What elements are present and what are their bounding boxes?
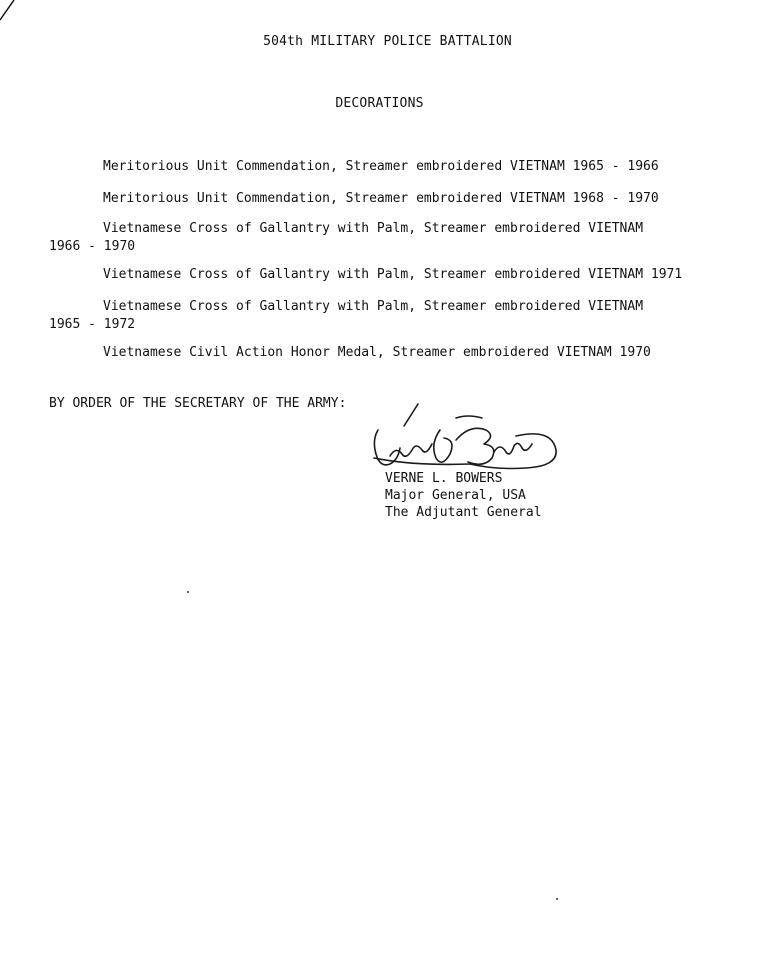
scan-speck <box>556 898 558 900</box>
signer-title: The Adjutant General <box>385 505 542 520</box>
decoration-entry <box>49 158 659 176</box>
signer-rank: Major General, USA <box>385 488 526 503</box>
signer-name: VERNE L. BOWERS <box>385 471 503 486</box>
decoration-entry <box>49 344 651 362</box>
decoration-entry <box>49 220 643 256</box>
decoration-text: Vietnamese Cross of Gallantry with Palm, Streamer embroidered VIETNAM <box>103 299 644 314</box>
signature-block <box>385 470 542 521</box>
unit-title: 504th MILITARY POLICE BATTALION <box>263 34 512 49</box>
decoration-text: Vietnamese Civil Action Honor Medal, Streamer embroidered VIETNAM 1970 <box>103 345 651 360</box>
section-title: DECORATIONS <box>335 96 424 111</box>
order-line: BY ORDER OF THE SECRETARY OF THE ARMY: <box>49 396 347 411</box>
decoration-text-continued: 1966 - 1970 <box>49 239 136 254</box>
decoration-text: Vietnamese Cross of Gallantry with Palm, Streamer embroidered VIETNAM <box>103 221 644 236</box>
decoration-text-continued: 1965 - 1972 <box>49 317 136 332</box>
corner-mark <box>0 0 22 22</box>
scan-speck <box>187 591 189 593</box>
decoration-entry <box>49 298 643 334</box>
decoration-entry <box>49 266 682 284</box>
decoration-entry <box>49 190 659 208</box>
decoration-text: Meritorious Unit Commendation, Streamer embroidered VIETNAM 1965 - 1966 <box>103 159 659 174</box>
decoration-text: Meritorious Unit Commendation, Streamer embroidered VIETNAM 1968 - 1970 <box>103 191 659 206</box>
decoration-text: Vietnamese Cross of Gallantry with Palm, Streamer embroidered VIETNAM 1971 <box>103 267 683 282</box>
